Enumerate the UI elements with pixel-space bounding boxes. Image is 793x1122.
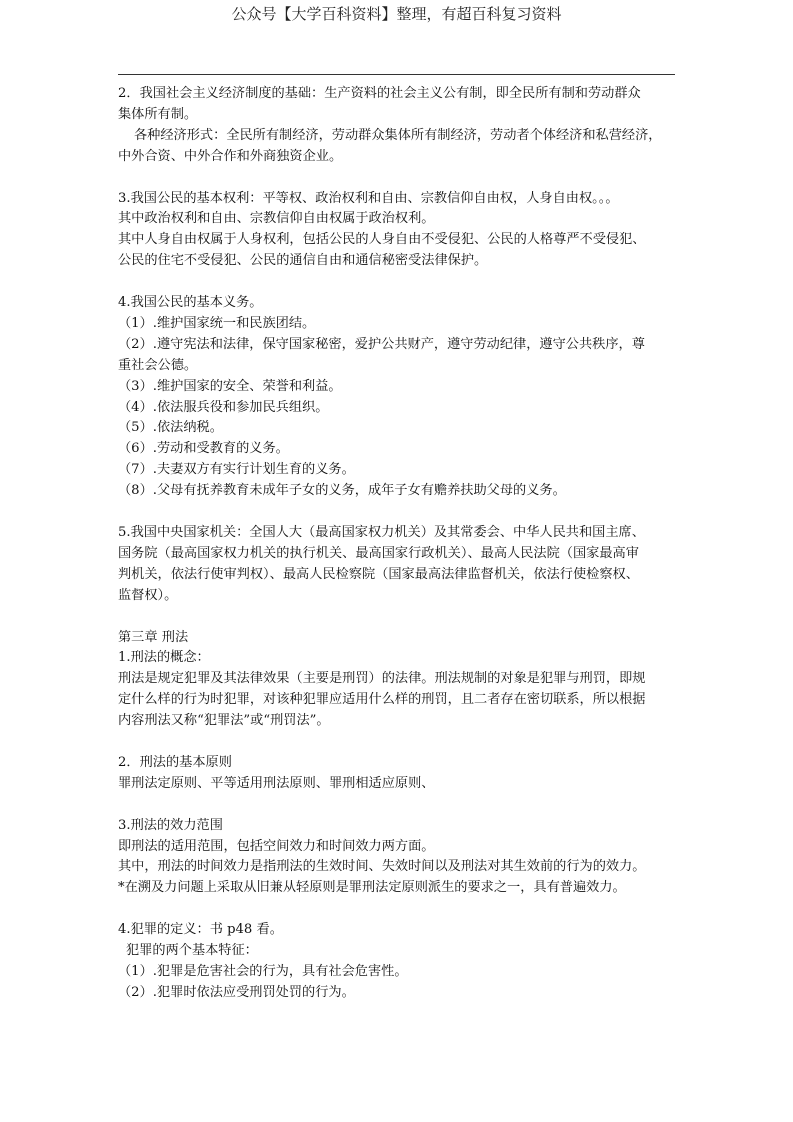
section-basic-duties [118, 293, 684, 502]
section-title: 2．刑法的基本原则 [118, 754, 232, 770]
list-item: （8）.父母有抚养教育未成年子女的义务，成年子女有赡养扶助父母的义务。 [118, 483, 566, 499]
document-body [118, 84, 684, 1004]
paragraph-line: 内容刑法又称“犯罪法”或“刑罚法”。 [118, 713, 330, 729]
paragraph-line: 公民的住宅不受侵犯、公民的通信自由和通信秘密受法律保护。 [118, 253, 488, 269]
paragraph-line: 3.我国公民的基本权利：平等权、政治权利和自由、宗教信仰自由权，人身自由权。。。 [118, 190, 619, 206]
paragraph-line: 即刑法的适用范围，包括空间效力和时间效力两方面。 [118, 838, 435, 854]
list-item: （1）.犯罪是危害社会的行为，具有社会危害性。 [118, 963, 408, 979]
section-central-organs [118, 523, 684, 607]
list-item: （4）.依法服兵役和参加民兵组织。 [118, 399, 329, 415]
paragraph-line: 国务院（最高国家权力机关的执行机关、最高国家行政机关）、最高人民法院（国家最高审 [118, 545, 639, 561]
list-item: （1）.维护国家统一和民族团结。 [118, 315, 316, 331]
header-divider [118, 74, 675, 75]
blank-line [118, 732, 684, 753]
list-item: （7）.夫妻双方有实行计划生育的义务。 [118, 462, 355, 478]
paragraph-line: 其中人身自由权属于人身权利，包括公民的人身自由不受侵犯、公民的人格尊严不受侵犯、 [118, 232, 646, 248]
paragraph-line: 5.我国中央国家机关：全国人大（最高国家权力机关）及其常委会、中华人民共和国主席、 [118, 524, 645, 540]
list-item: （5）.依法纳税。 [118, 420, 223, 436]
blank-line [118, 795, 684, 816]
blank-line [118, 168, 684, 189]
chapter-title: 第三章 刑法 [118, 629, 189, 645]
list-item-continuation: 重社会公德。 [118, 357, 198, 373]
paragraph-line: 集体所有制。 [118, 106, 198, 122]
list-item: （2）.犯罪时依法应受刑罚处罚的行为。 [118, 984, 355, 1000]
blank-line [118, 502, 684, 523]
list-item: （6）.劳动和受教育的义务。 [118, 441, 289, 457]
paragraph-line: 其中，刑法的时间效力是指刑法的生效时间、失效时间以及刑法对其生效前的行为的效力。 [118, 859, 646, 875]
blank-line [118, 899, 684, 920]
paragraph-line: 监督权）。 [118, 587, 178, 603]
paragraph-line: 刑法是规定犯罪及其法律效果（主要是刑罚）的法律。刑法规制的对象是犯罪与刑罚，即规 [118, 671, 646, 687]
blank-line [118, 272, 684, 293]
paragraph-line: 各种经济形式：全民所有制经济，劳动群众集体所有制经济，劳动者个体经济和私营经济， [134, 127, 662, 143]
section-title: 4.我国公民的基本义务。 [118, 295, 263, 311]
chapter-criminal-law [118, 628, 684, 1004]
paragraph-line: 其中政治权利和自由、宗教信仰自由权属于政治权利。 [118, 211, 435, 227]
section-title: 1.刑法的概念： [118, 650, 210, 666]
paragraph-line: 2．我国社会主义经济制度的基础：生产资料的社会主义公有制，即全民所有制和劳动群众 [118, 86, 641, 101]
list-item: （2）.遵守宪法和法律，保守国家秘密，爱护公共财产，遵守劳动纪律，遵守公共秩序，尊 [118, 336, 645, 352]
section-title: 3.刑法的效力范围 [118, 817, 223, 833]
page-header: 公众号【大学百科资料】整理，有超百科复习资料 [231, 5, 562, 23]
paragraph-line: 罪刑法定原则、平等适用刑法原则、罪刑相适应原则、 [118, 775, 435, 791]
section-economic-system [118, 84, 684, 168]
section-title: 4.犯罪的定义：书 p48 看。 [118, 922, 283, 938]
list-item: （3）.维护国家的安全、荣誉和利益。 [118, 378, 342, 394]
paragraph-line: 定什么样的行为时犯罪，对该种犯罪应适用什么样的刑罚，且二者存在密切联系，所以根据 [118, 692, 646, 708]
section-basic-rights [118, 189, 684, 273]
paragraph-line: 犯罪的两个基本特征： [126, 943, 258, 959]
paragraph-line: 判机关，依法行使审判权）、最高人民检察院（国家最高法律监督机关，依法行使检察权、 [118, 566, 639, 582]
blank-line [118, 607, 684, 628]
paragraph-line: 中外合资、中外合作和外商独资企业。 [118, 148, 343, 164]
paragraph-line: *在溯及力问题上采取从旧兼从轻原则是罪刑法定原则派生的要求之一，具有普遍效力。 [118, 880, 626, 896]
